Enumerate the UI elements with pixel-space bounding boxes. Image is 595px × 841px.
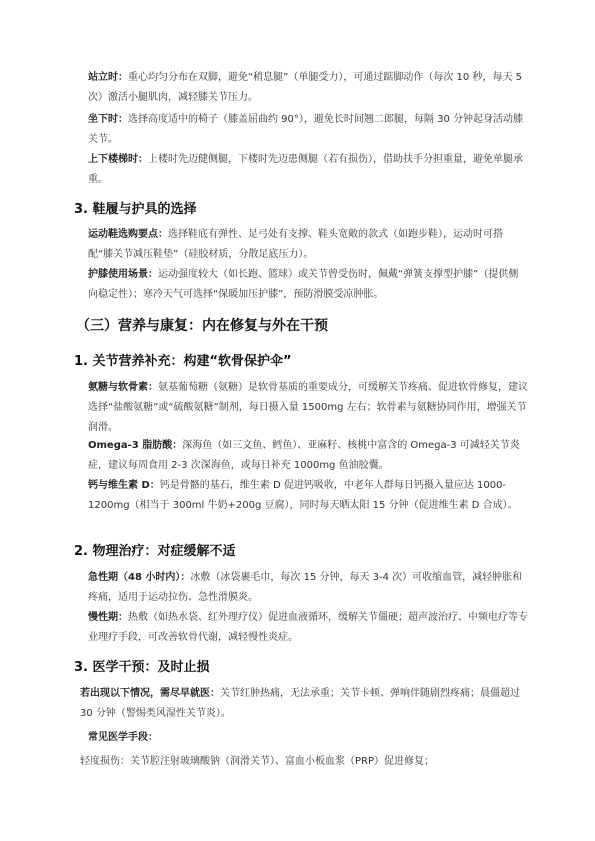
text-glucosamine: 氨基葡萄糖（氨糖）是软骨基质的重要成分，可缓解关节疼痛、促进软骨修复，建议选择“盐酸氨糖”或“硫酸氨糖”制剂，每日摄入量 1500mg 左右；软骨素与氨糖协同作用，增强关节润滑。 <box>88 382 528 433</box>
label-knee-brace: 护膝使用场景： <box>88 269 158 280</box>
text-calcium: 钙是骨骼的基石，维生素 D 促进钙吸收，中老年人群每日钙摄入量应达 1000-1200mg（相当于 300ml 牛奶+200g 豆腐），同时每天晒太阳 15 分钟（促进维生素 D 合成）。 <box>88 480 518 511</box>
text-chronic: 热敷（如热水袋、红外理疗仪）促进血液循环，缓解关节僵硬；超声波治疗、中频电疗等专业理疗手段，可改善软骨代谢，减轻慢性炎症。 <box>88 612 528 643</box>
paragraph-running-shoes <box>88 225 528 265</box>
text-mild-injury: 轻度损伤：关节腔注射玻璃酸钠（润滑关节）、富血小板血浆（PRP）促进修复； <box>80 756 435 767</box>
paragraph-glucosamine <box>88 378 528 438</box>
paragraph-omega3 <box>88 436 528 476</box>
label-omega3: Omega-3 脂肪酸： <box>88 440 183 451</box>
paragraph-sitting <box>88 110 528 150</box>
label-see-doctor: 若出现以下情况，需尽早就医： <box>80 688 220 699</box>
text-acute: 冰敷（冰袋裹毛巾，每次 15 分钟，每天 3-4 次）可收缩血管，减轻肿胀和疼痛，适用于运动拉伤、急性滑膜炎。 <box>88 572 523 603</box>
text-running-shoes: 选择鞋底有弹性、足弓处有支撑、鞋头宽敞的款式（如跑步鞋），运动时可搭配“膝关节减压鞋垫”（硅胶材质，分散足底压力）。 <box>88 229 503 260</box>
heading-shoes: 3. 鞋履与护具的选择 <box>74 202 197 217</box>
heading-nutrition: 1. 关节营养补充：构建“软骨保护伞” <box>74 354 292 369</box>
section-heading-nutrition-rehab: （三）营养与康复：内在修复与外在干预 <box>76 318 328 334</box>
text-omega3: 深海鱼（如三文鱼、鳕鱼）、亚麻籽、核桃中富含的 Omega-3 可减轻关节炎症，建议每周食用 2-3 次深海鱼，或每日补充 1000mg 鱼油胶囊。 <box>88 440 520 471</box>
paragraph-acute <box>88 568 528 608</box>
paragraph-chronic <box>88 608 528 648</box>
text-sitting: 选择高度适中的椅子（膝盖屈曲约 90°），避免长时间翘二郎腿，每隔 30 分钟起身活动膝关节。 <box>88 114 523 145</box>
label-calcium: 钙与维生素 D： <box>88 480 160 491</box>
paragraph-knee-brace <box>88 265 528 305</box>
paragraph-see-doctor <box>80 684 530 724</box>
heading-physio: 2. 物理治疗：对症缓解不适 <box>74 544 236 559</box>
label-chronic: 慢性期： <box>88 612 128 623</box>
text-stairs: 上楼时先迈健侧腿，下楼时先迈患侧腿（若有损伤），借助扶手分担重量，避免单腿承重。 <box>88 154 523 185</box>
paragraph-calcium <box>88 476 528 516</box>
text-see-doctor: 关节红肿热痛，无法承重；关节卡顿、弹响伴随剧烈疼痛；晨僵超过 30 分钟（警惕类风湿性关节炎）。 <box>80 688 520 719</box>
paragraph-medical-means <box>88 728 528 748</box>
label-medical-means: 常见医学手段： <box>88 732 158 743</box>
paragraph-stairs <box>88 150 528 190</box>
text-knee-brace: 运动强度较大（如长跑、篮球）或关节曾受伤时，佩戴“弹簧支撑型护膝”（提供侧向稳定性）；寒冷天气可选择“保暖加压护膝”，预防滑膜受凉肿胀。 <box>88 269 519 300</box>
label-acute: 急性期（48 小时内）： <box>88 572 191 583</box>
text-standing: 重心均匀分布在双脚，避免“稍息腿”（单腿受力），可通过踮脚动作（每次 10 秒，每天 5 次）激活小腿肌肉，减轻膝关节压力。 <box>88 72 522 103</box>
label-running-shoes: 运动鞋选购要点： <box>88 229 168 240</box>
label-standing: 站立时： <box>88 72 128 83</box>
label-stairs: 上下楼梯时： <box>88 154 148 165</box>
label-glucosamine: 氨糖与软骨素： <box>88 382 158 393</box>
paragraph-standing <box>88 68 528 108</box>
paragraph-mild-injury <box>80 752 530 772</box>
heading-medical: 3. 医学干预：及时止损 <box>74 660 210 675</box>
label-sitting: 坐下时： <box>88 114 128 125</box>
